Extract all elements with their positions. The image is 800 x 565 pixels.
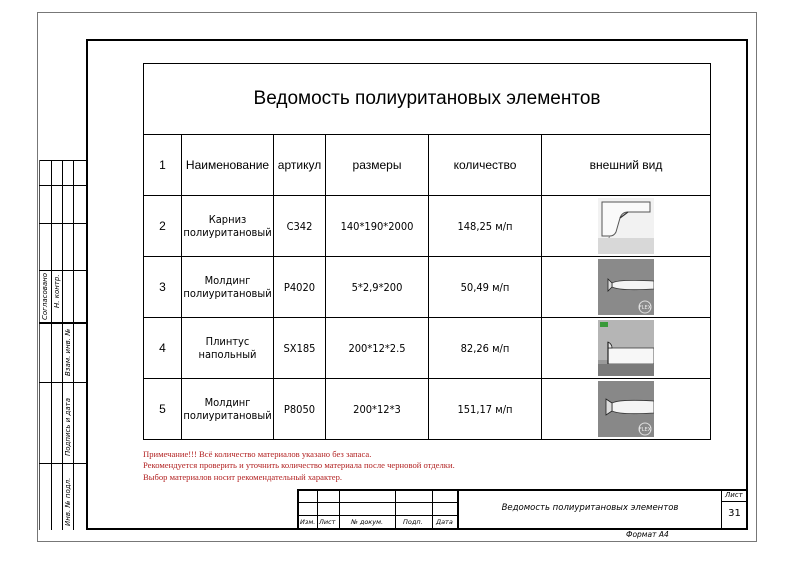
col-docnum: № докум. [351, 518, 384, 526]
row-size: 140*190*2000 [326, 196, 429, 257]
row-qty: 151,17 м/п [429, 379, 542, 440]
molding-image [598, 381, 654, 437]
row-num: 3 [144, 257, 182, 318]
svg-text:FLEX: FLEX [638, 305, 652, 311]
table-header-row [144, 135, 711, 196]
col-date: Дата [436, 518, 453, 526]
table-row [144, 196, 711, 257]
sign-date-label: Подпись и дата [64, 398, 72, 456]
inv-orig-label: Инв. № подл. [64, 477, 72, 526]
header-size: размеры [326, 135, 429, 196]
row-article: P4020 [274, 257, 326, 318]
svg-text:FLEX: FLEX [638, 427, 652, 433]
header-article: артикул [274, 135, 326, 196]
row-image-cell [542, 318, 711, 379]
header-appearance: внешний вид [542, 135, 711, 196]
table-row [144, 318, 711, 379]
note-line: Примечание!!! Всё количество материалов указано без запаса. [143, 449, 372, 459]
format-label: Формат А4 [626, 530, 669, 539]
row-name: Карниз полиуритановый [182, 196, 274, 257]
side-stamp [39, 160, 86, 530]
title-block [297, 489, 748, 530]
n-kontr-label: Н. контр. [53, 274, 61, 308]
col-list: Лист [319, 518, 336, 526]
header-qty: количество [429, 135, 542, 196]
title-block-name: Ведомость полиуритановых элементов [501, 503, 679, 513]
agreed-label: Согласовано [41, 272, 49, 320]
row-qty: 148,25 м/п [429, 196, 542, 257]
row-image-cell [542, 379, 711, 440]
row-qty: 82,26 м/п [429, 318, 542, 379]
row-image-cell [542, 257, 711, 318]
sheet-label: Лист [725, 491, 743, 499]
row-num: 4 [144, 318, 182, 379]
col-izm: Изм. [300, 518, 316, 526]
row-num: 2 [144, 196, 182, 257]
molding-image [598, 259, 654, 315]
note-line: Рекомендуется проверить и уточнить количество материала после черновой отделки. [143, 460, 455, 471]
table-title: Ведомость полиуритановых элементов [144, 64, 711, 135]
note-text [143, 449, 455, 483]
sheet-number: 31 [728, 508, 741, 519]
row-article: SX185 [274, 318, 326, 379]
row-size: 5*2,9*200 [326, 257, 429, 318]
table-row [144, 257, 711, 318]
table-row [144, 379, 711, 440]
spec-table [143, 63, 711, 440]
row-num: 5 [144, 379, 182, 440]
row-name: Плинтус напольный [182, 318, 274, 379]
header-num: 1 [144, 135, 182, 196]
row-size: 200*12*3 [326, 379, 429, 440]
cornice-image [598, 198, 654, 254]
row-name: Молдинг полиуритановый [182, 257, 274, 318]
row-size: 200*12*2.5 [326, 318, 429, 379]
header-name: Наименование [182, 135, 274, 196]
col-sign: Подп. [403, 518, 423, 526]
row-name: Молдинг полиуритановый [182, 379, 274, 440]
note-line: Выбор материалов носит рекомендательный характер. [143, 471, 343, 482]
row-article: P8050 [274, 379, 326, 440]
row-article: C342 [274, 196, 326, 257]
skirting-image [598, 320, 654, 376]
row-image-cell [542, 196, 711, 257]
inv-replace-label: Взам. инв. № [64, 328, 72, 376]
row-qty: 50,49 м/п [429, 257, 542, 318]
